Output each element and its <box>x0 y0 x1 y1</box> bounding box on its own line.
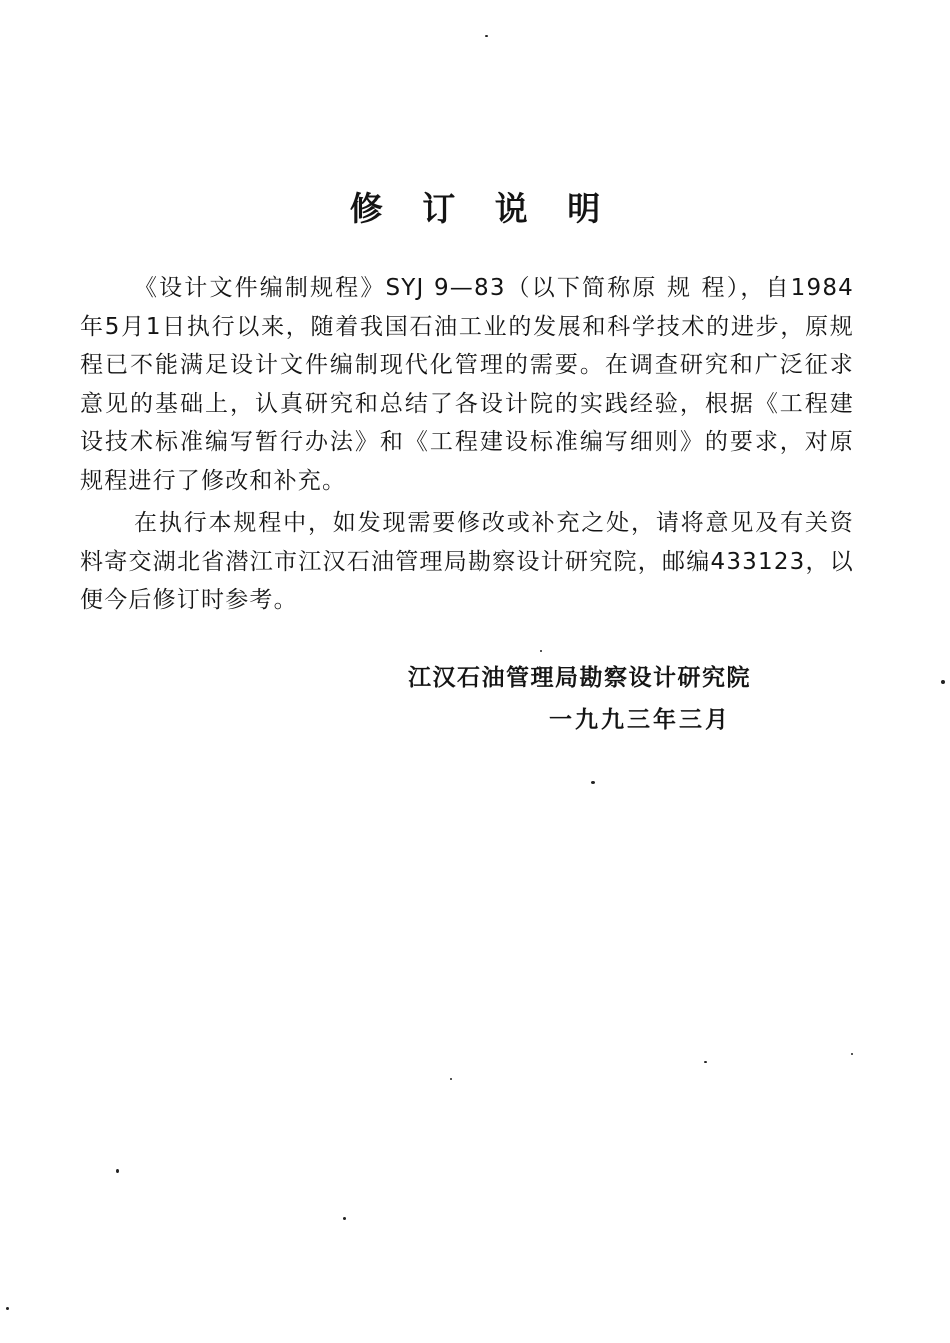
scan-speck <box>343 1217 346 1220</box>
scan-speck <box>485 35 488 37</box>
paragraph-feedback-request: 在执行本规程中，如发现需要修改或补充之处，请将意见及有关资料寄交湖北省潜江市江汉石油管理局勘察设计研究院，邮编433123，以便今后修订时参考。 <box>80 510 854 613</box>
scan-speck <box>941 680 945 684</box>
scan-speck <box>450 1078 452 1080</box>
scan-speck <box>6 1307 9 1310</box>
scan-speck <box>851 1053 853 1055</box>
scan-speck <box>116 1169 119 1173</box>
scan-speck <box>540 650 542 652</box>
signature-organization: 江汉石油管理局勘察设计研究院 <box>408 665 751 691</box>
scan-speck <box>591 781 595 784</box>
scan-speck <box>704 1061 707 1063</box>
page-title: 修 订 说 明 <box>349 189 615 228</box>
signature-date: 一九九三年三月 <box>549 707 731 733</box>
paragraph-revision-background: 《设计文件编制规程》SYJ 9—83（以下简称原 规 程），自1984年5月1日执行以来，随着我国石油工业的发展和科学技术的进步，原规程已不能满足设计文件编制现代化管理的需要。在调查研究和广泛征求意见的基础上，认真研究和总结了各设计院的实践经验，根据《工程建设技术标准编写暂行办法》和《工程建设标准编写细则》的要求，对原规程进行了修改和补充。 <box>80 275 854 494</box>
